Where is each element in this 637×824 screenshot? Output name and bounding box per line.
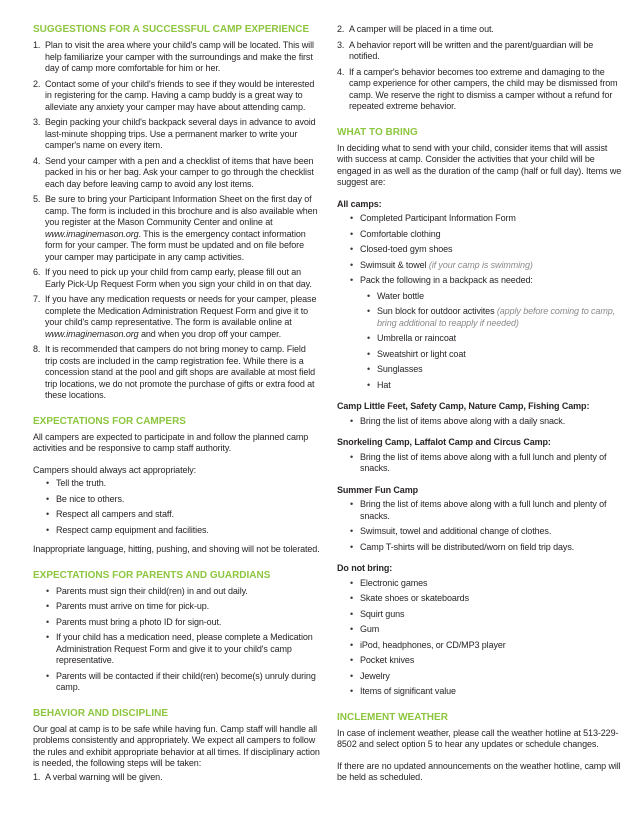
section-title-suggestions: SUGGESTIONS FOR A SUCCESSFUL CAMP EXPERIENCE [33,24,310,35]
numbered-item: Plan to visit the area where your child's camp will be located. This will help familiarize your camper with the surroundings and make the first day of camp more comfortable for him or her. [45,40,314,73]
subhead-do-not-bring: Do not bring: [337,563,393,573]
all-camps-list [337,213,624,391]
discipline-steps-list [33,772,320,784]
suggestions-list [33,40,320,402]
bullet-item: • Closed-toed gym shoes [337,244,624,256]
imaginemason-url: www.imaginemason.org [45,328,139,339]
numbered-item: If you need to pick up your child from camp early, please fill out an Early Pick-Up Request Form when you sign your child in on that day. [45,267,312,289]
item-text: If you have any medication requests or needs for your camper, please complete the Medication Administration Request Form and give it to your child's camp representative. The form is available online at [45,294,317,327]
item-text: Sun block for outdoor activites [377,306,497,316]
section-title-behavior: BEHAVIOR AND DISCIPLINE [33,707,169,719]
item-text: . This is the emergency contact information form for your camper. The form must be updated and on file before your camper may participate in any camp activities. [45,228,306,262]
discipline-steps-continued [337,24,624,113]
subhead-little-feet: Camp Little Feet, Safety Camp, Nature Camp, Fishing Camp: [337,401,590,411]
sub-bullet-item: • Hat [337,380,624,392]
bullet-item: • Comfortable clothing [337,229,624,241]
italic-note: (apply before coming to camp, bring additional to reapply if needed) [377,306,616,328]
bullet-item: • Parents will be contacted if their child(ren) become(s) unruly during camp. [33,671,320,694]
sub-bullet-item: • Umbrella or raincoat [337,333,624,345]
bullet-item: • Bring the list of items above along with a full lunch and plenty of snacks. [337,452,624,475]
numbered-item: Send your camper with a pen and a checklist of items that have been packed in his or her bag. Ask your camper to go through the checklist each day before leaving camp to avoid any lost items. [45,155,314,189]
bullet-item: • Items of significant value [337,686,624,698]
bullet-item: • Completed Participant Information Form [337,213,624,225]
subhead-summer-fun: Summer Fun Camp [337,484,419,495]
bullet-item: • iPod, headphones, or CD/MP3 player [337,640,624,652]
paragraph: In case of inclement weather, please call the weather hotline at 513-229-8502 and select option 5 to hear any updates or schedule changes. [337,727,619,749]
bullet-item [337,260,624,272]
paragraph: Campers should always act appropriately: [33,464,197,475]
paragraph: Our goal at camp is to be safe while having fun. Camp staff will handle all problems consistently and appropriately. We expect all campers to follow the rules and exhibit appropriate behavior at all times. If disciplinary action is needed, the following steps will be taken: [33,723,320,768]
numbered-item: It is recommended that campers do not bring money to camp. Field trip costs are included in the camp registration fee. While there is a concession stand at the pool and gift shops are available at most field trip locations, we do not promote the purchase of gifts or extra food at these locations. [45,344,316,400]
numbered-item: Begin packing your child's backpack several days in advance to avoid last-minute shopping trips. Use a permanent marker to write your camper's name on every item. [45,117,316,150]
subhead-snorkeling: Snorkeling Camp, Laffalot Camp and Circus Camp: [337,437,551,447]
numbered-item: A verbal warning will be given. [45,771,163,782]
bullet-item: • Parents must sign their child(ren) in and out daily. [33,586,320,598]
section-title-expectations-parents: EXPECTATIONS FOR PARENTS AND GUARDIANS [33,569,271,581]
paragraph: If there are no updated announcements on the weather hotline, camp will be held as scheduled. [337,760,621,782]
item-text: and when you drop off your camper. [138,328,281,339]
bullet-item: • Pocket knives [337,655,624,667]
bullet-item: • Bring the list of items above along with a full lunch and plenty of snacks. [337,499,624,522]
bullet-item: • Squirt guns [337,609,624,621]
do-not-bring-list [337,578,624,698]
parents-rules-list [33,586,320,694]
left-column [33,24,320,824]
numbered-item: If a camper's behavior becomes too extreme and damaging to the camp experience for other campers, the child may be dismissed from camp. We reserve the right to dismiss a camper without a refund for repeated extreme behavior. [349,66,618,111]
bullet-item: • Swimsuit, towel and additional change of clothes. [337,526,624,538]
bullet-item: • If your child has a medication need, please complete a Medication Administration Request Form and give it to your child's camp representative. [33,632,320,667]
bullet-item: • Skate shoes or skateboards [337,593,624,605]
paragraph: All campers are expected to participate in and follow the planned camp activities and be responsive to camp staff authority. [33,431,309,453]
numbered-item [33,294,320,340]
bullet-item: • Parents must arrive on time for pick-up. [33,601,320,613]
bullet-item: • Tell the truth. [33,478,320,490]
bullet-item: • Respect camp equipment and facilities. [33,525,320,537]
item-text: Swimsuit & towel [360,259,429,270]
section-title-what-to-bring: WHAT TO BRING [337,126,418,138]
bullet-item: • Pack the following in a backpack as needed: [337,275,624,287]
item-text: Be sure to bring your Participant Information Sheet on the first day of camp. The form is included in this brochure and is also available when you register at the Mason Community Center and online at [45,194,318,227]
sub-bullet-item: • Water bottle [337,291,624,303]
imaginemason-url: www.imaginemason.org [45,228,139,239]
bullet-item: • Parents must bring a photo ID for sign-out. [33,617,320,629]
bullet-item: • Be nice to others. [33,494,320,506]
bullet-item: • Electronic games [337,578,624,590]
paragraph: In deciding what to send with your child, consider items that will assist with success at camp. Consider the activities that your child will be engaged in as well as the duration of the camp (half or full day). Items we suggest are: [337,142,622,187]
bullet-item: • Camp T-shirts will be distributed/worn on field trip days. [337,542,624,554]
bullet-item: • Jewelry [337,671,624,683]
italic-note: (if your camp is swimming) [428,259,533,270]
bullet-item: • Respect all campers and staff. [33,509,320,521]
bullet-item: • Gum [337,624,624,636]
sub-bullet-item: • Sunglasses [337,364,624,376]
bullet-item: • Bring the list of items above along with a daily snack. [337,416,624,428]
campers-rules-list [33,478,320,536]
right-column [337,24,624,824]
backpack-sublist [337,291,624,392]
section-title-expectations-campers: EXPECTATIONS FOR CAMPERS [33,415,186,427]
numbered-item: A camper will be placed in a time out. [349,24,494,34]
subhead-all-camps: All camps: [337,198,382,209]
summer-fun-list [337,499,624,553]
numbered-item [33,194,320,263]
sub-bullet-item [337,306,624,329]
sub-bullet-item: • Sweatshirt or light coat [337,349,624,361]
paragraph: Inappropriate language, hitting, pushing, and shoving will not be tolerated. [33,544,320,554]
section-title-inclement-weather: INCLEMENT WEATHER [337,711,448,723]
numbered-item: A behavior report will be written and the parent/guardian will be notified. [349,39,594,61]
numbered-item: Contact some of your child's friends to see if they would be interested in registering for the camp. Having a camp buddy is a great way to alleviate any anxiety your camper may have about attending camp. [45,78,315,112]
